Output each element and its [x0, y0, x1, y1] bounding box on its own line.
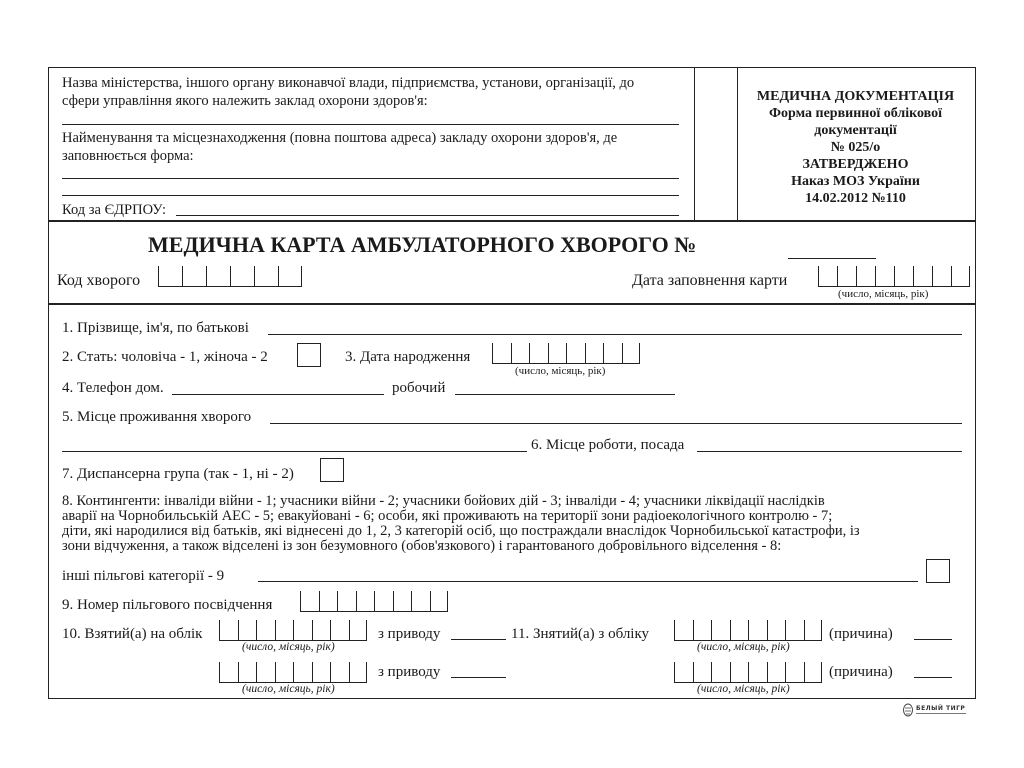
field-phone-home-label: 4. Телефон дом.	[62, 380, 164, 396]
field-deregistered-date-cells[interactable]	[674, 620, 822, 641]
ministry-label-2: сфери управління якого належить заклад охорони здоров'я:	[62, 93, 428, 109]
field-deregistered-reason-label: (причина)	[829, 626, 893, 642]
doc-block-line: 14.02.2012 №110	[805, 191, 906, 206]
field-deregistered-date-caption-2: (число, місяць, рік)	[697, 683, 790, 695]
doc-block-line: Форма первинної облікової	[768, 106, 943, 121]
field-deregistered-label: 11. Знятий(а) з обліку	[511, 626, 650, 642]
card-number-line[interactable]	[788, 258, 876, 259]
field-work-input[interactable]	[697, 451, 962, 452]
field-sex-checkbox[interactable]	[297, 343, 321, 367]
field-benefit-cert-cells[interactable]	[300, 591, 448, 612]
field-contingent-line-4: зони відчуження, а також відселені із зон безумовного (обов'язкового) і гарантованого добровільного відселення - 8:	[62, 538, 782, 554]
facility-label-1: Найменування та місцезнаходження (повна поштова адреса) закладу охорони здоров'я, де	[62, 130, 618, 146]
header-divider-1	[694, 67, 695, 221]
field-sex-label: 2. Стать: чоловіча - 1, жіноча - 2	[62, 349, 268, 365]
publisher-logo-underline	[916, 713, 966, 714]
field-registered-date-cells[interactable]	[219, 620, 367, 641]
publisher-logo	[902, 703, 974, 717]
field-birthdate-label: 3. Дата народження	[345, 349, 471, 365]
field-contingent-line-2: аварії на Чорнобильській АЕС - 5; евакуйовані - 6; особи, які проживають на території зони радіоекологічного контролю - 7;	[62, 508, 833, 524]
fill-date-caption: (число, місяць, рік)	[838, 288, 929, 300]
facility-label-2: заповнюється форма:	[62, 148, 194, 164]
doc-block-line: Наказ МОЗ України	[791, 174, 920, 189]
card-title: МЕДИЧНА КАРТА АМБУЛАТОРНОГО ХВОРОГО №	[148, 232, 697, 257]
ministry-label-1: Назва міністерства, іншого органу виконавчої влади, підприємства, установи, організації, до	[62, 75, 635, 91]
fill-date-cells[interactable]	[818, 266, 970, 287]
tiger-icon	[902, 703, 914, 717]
facility-input-line-1[interactable]	[62, 178, 679, 179]
field-contingent-checkbox[interactable]	[926, 559, 950, 583]
field-residence-input[interactable]	[270, 423, 962, 424]
field-other-benefit-input[interactable]	[258, 581, 918, 582]
field-deregistered-reason-label-2: (причина)	[829, 664, 893, 680]
patient-code-label: Код хворого	[57, 272, 141, 289]
doc-block-line: документації	[814, 123, 897, 138]
field-registered-reason-input[interactable]	[451, 639, 506, 640]
field-birthdate-caption: (число, місяць, рік)	[515, 365, 606, 377]
field-contingent-line-3: діти, які народилися від батьків, які віднесені до 1, 2, 3 категорій осіб, що постраждали внаслідок Чорнобильської катастрофи, із	[62, 523, 860, 539]
field-phone-home-input[interactable]	[172, 394, 384, 395]
field-dispensary-label: 7. Диспансерна група (так - 1, ні - 2)	[62, 466, 294, 482]
fill-date-label: Дата заповнення карти	[632, 272, 788, 289]
doc-block-line: № 025/о	[830, 140, 881, 155]
doc-block-line: МЕДИЧНА ДОКУМЕНТАЦІЯ	[756, 89, 955, 104]
edrpou-input-line[interactable]	[176, 215, 679, 216]
field-deregistered-date-cells-2[interactable]	[674, 662, 822, 683]
field-residence-input-2[interactable]	[62, 451, 527, 452]
field-benefit-cert-label: 9. Номер пільгового посвідчення	[62, 597, 273, 613]
field-registered-date-caption-2: (число, місяць, рік)	[242, 683, 335, 695]
field-residence-label: 5. Місце проживання хворого	[62, 409, 252, 425]
field-registered-reason-label-2: з приводу	[378, 664, 441, 680]
field-phone-work-input[interactable]	[455, 394, 675, 395]
field-work-label: 6. Місце роботи, посада	[531, 437, 685, 453]
field-registered-date-cells-2[interactable]	[219, 662, 367, 683]
field-full-name-label: 1. Прізвище, ім'я, по батькові	[62, 320, 249, 336]
field-deregistered-reason-input-2[interactable]	[914, 677, 952, 678]
field-deregistered-reason-input[interactable]	[914, 639, 952, 640]
publisher-logo-text: БЕЛЫЙ ТИГР	[916, 705, 966, 712]
field-full-name-input[interactable]	[268, 334, 962, 335]
facility-input-line-2[interactable]	[62, 195, 679, 196]
field-registered-label: 10. Взятий(а) на облік	[62, 626, 203, 642]
field-other-benefit-label: інші пільгові категорії - 9	[62, 568, 225, 584]
field-dispensary-checkbox[interactable]	[320, 458, 344, 482]
field-registered-reason-label: з приводу	[378, 626, 441, 642]
field-registered-date-caption: (число, місяць, рік)	[242, 641, 335, 653]
field-deregistered-date-caption: (число, місяць, рік)	[697, 641, 790, 653]
field-registered-reason-input-2[interactable]	[451, 677, 506, 678]
field-contingent-line-1: 8. Контингенти: інваліди війни - 1; учасники війни - 2; учасники бойових дій - 3; інваліди - 4; учасники ліквідації наслідків	[62, 493, 825, 509]
field-phone-work-label: робочий	[392, 380, 446, 396]
ministry-input-line[interactable]	[62, 124, 679, 125]
patient-code-cells[interactable]	[158, 266, 302, 287]
edrpou-label: Код за ЄДРПОУ:	[62, 202, 166, 218]
field-birthdate-cells[interactable]	[492, 343, 640, 364]
doc-block-line: ЗАТВЕРДЖЕНО	[802, 157, 909, 172]
